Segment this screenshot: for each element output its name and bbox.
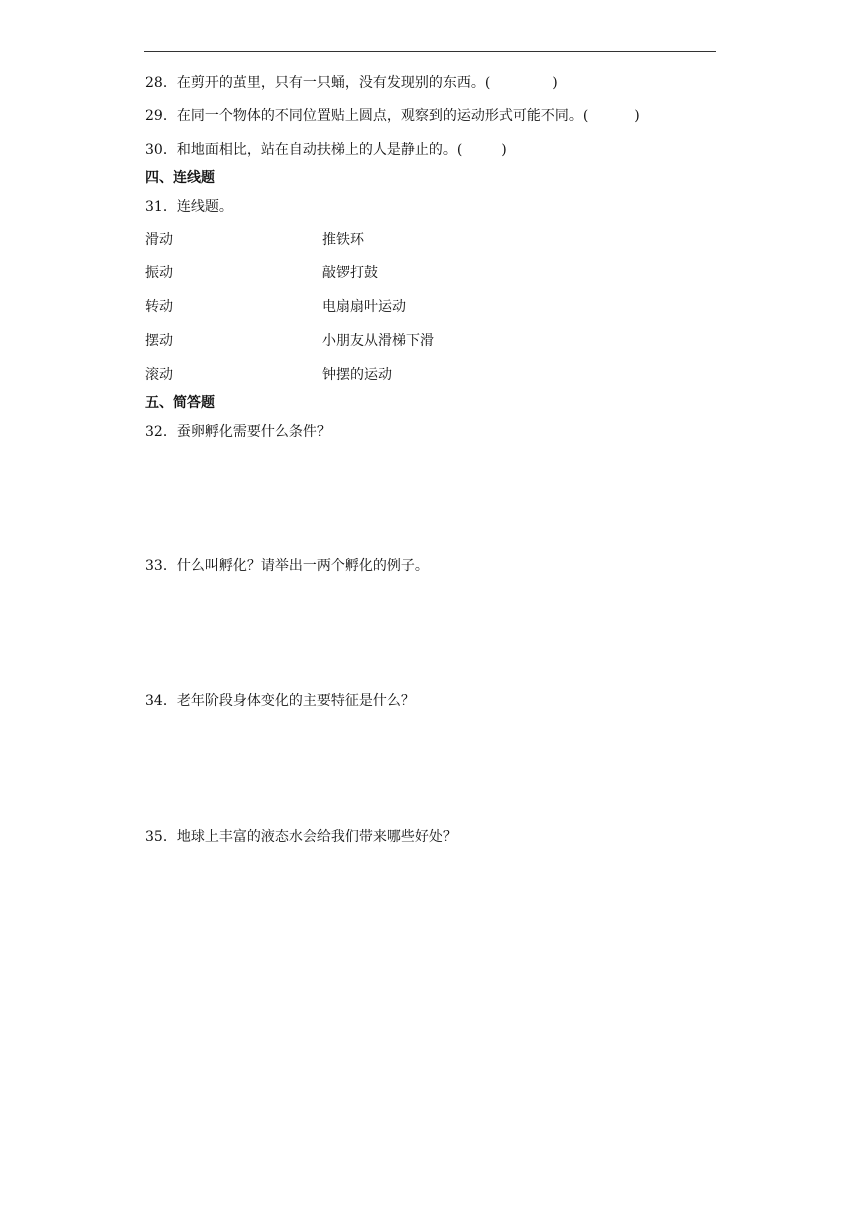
match-left-item: 摆动 (145, 333, 173, 349)
match-right-item: 敲锣打鼓 (322, 265, 378, 281)
question-28 (145, 74, 558, 92)
match-right-item: 钟摆的运动 (322, 367, 392, 383)
question-30-close: ) (501, 142, 507, 158)
question-28-text: 在剪开的茧里，只有一只蛹，没有发现别的东西。( (176, 75, 491, 91)
match-left-item: 转动 (145, 299, 173, 315)
question-34: 34．老年阶段身体变化的主要特征是什么？ (145, 693, 415, 709)
match-left-item: 滑动 (145, 232, 173, 248)
section-5-heading: 五、简答题 (145, 395, 215, 411)
question-33: 33．什么叫孵化？请举出一两个孵化的例子。 (145, 558, 429, 574)
question-28-number: 28． (145, 75, 177, 91)
question-30-text: 和地面相比，站在自动扶梯上的人是静止的。( (176, 142, 463, 158)
section-4-heading: 四、连线题 (145, 170, 215, 186)
match-left-item: 滚动 (145, 367, 173, 383)
question-32: 32．蚕卵孵化需要什么条件？ (145, 424, 331, 440)
question-35: 35．地球上丰富的液态水会给我们带来哪些好处？ (145, 829, 457, 845)
question-29-close: ) (634, 108, 640, 124)
match-left-item: 振动 (145, 265, 173, 281)
question-29 (145, 107, 640, 125)
question-29-number: 29． (145, 108, 177, 124)
question-31: 31．连线题。 (145, 199, 233, 215)
question-30 (145, 141, 507, 159)
question-28-close: ) (552, 75, 558, 91)
match-right-item: 推铁环 (322, 232, 364, 248)
question-29-text: 在同一个物体的不同位置贴上圆点，观察到的运动形式可能不同。( (176, 108, 589, 124)
match-right-item: 小朋友从滑梯下滑 (322, 333, 434, 349)
question-30-number: 30． (145, 142, 177, 158)
match-right-item: 电扇扇叶运动 (322, 299, 406, 315)
header-rule (144, 51, 716, 52)
